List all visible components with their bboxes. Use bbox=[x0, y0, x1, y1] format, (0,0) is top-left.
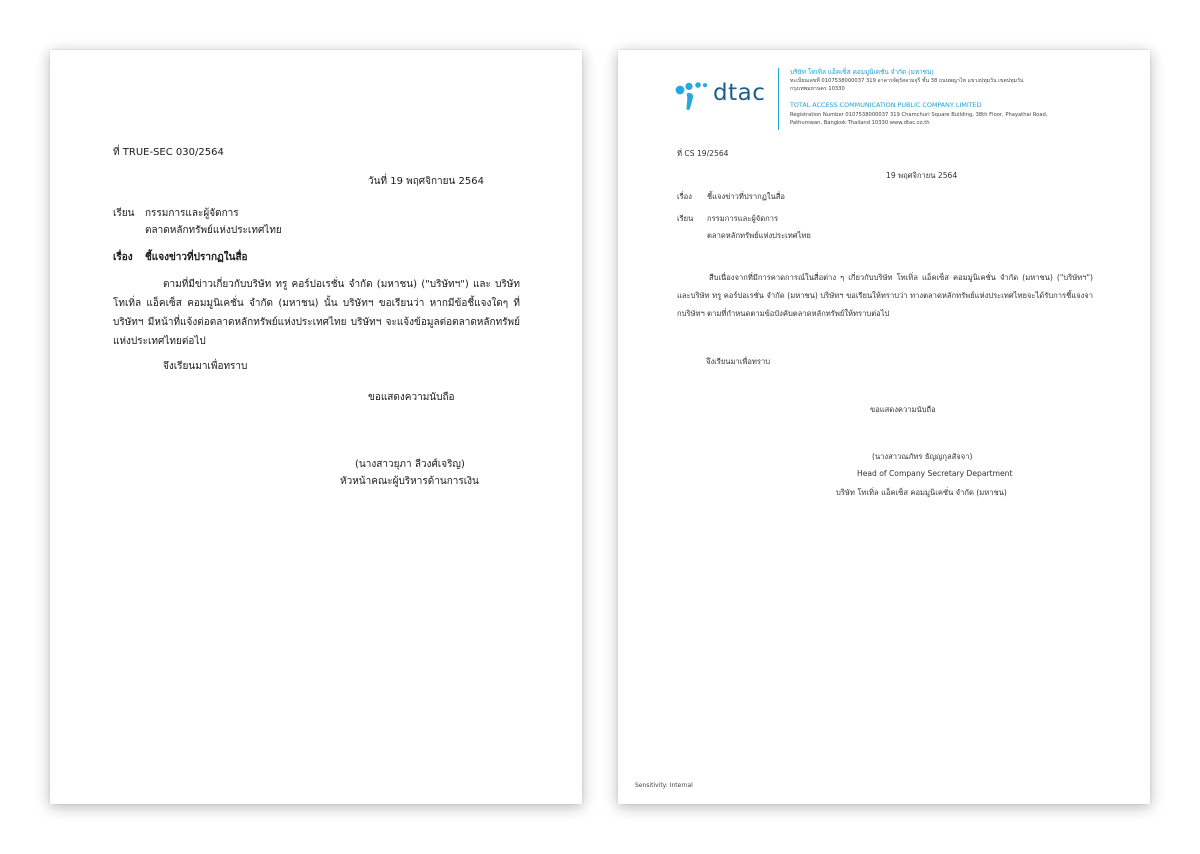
letterhead-th-address-2: กรุงเทพมหานคร 10330 bbox=[790, 86, 845, 92]
letter-page-true bbox=[50, 50, 582, 804]
letter-body: ตามที่มีข่าวเกี่ยวกับบริษัท ทรู คอร์ปอเรชั่น จำกัด (มหาชน) ("บริษัทฯ") และ บริษัท โทเทิ่ล แอ็คเซ็ส คอมมูนิเคชั่น จำกัด (มหาชน) นั้น บริษัทฯ ขอเรียนว่า หากมีข้อชี้แจงใดๆ ที่บริษัทฯ มีหน้าที่แจ้งต่อตลาดหลักทรัพย์แห่งประเทศไทย บริษัทฯ จะแจ้งข้อมูลต่อตลาดหลักทรัพย์แห่งประเทศไทยต่อไป bbox=[113, 279, 520, 347]
recipient-line-1: กรรมการและผู้จัดการ bbox=[145, 208, 239, 219]
recipient-label: เรียน bbox=[113, 208, 135, 219]
closing-note: จึงเรียนมาเพื่อทราบ bbox=[706, 357, 771, 366]
recipient-line-2: ตลาดหลักทรัพย์แห่งประเทศไทย bbox=[145, 225, 282, 236]
letter-page-dtac bbox=[618, 50, 1150, 804]
letterhead-en-address-2: Pathumwan, Bangkok Thailand 10330 www.dtac.co.th bbox=[790, 120, 930, 126]
regards: ขอแสดงความนับถือ bbox=[368, 392, 455, 403]
subject-text: ชี้แจงข่าวที่ปรากฏในสื่อ bbox=[707, 192, 785, 201]
sensitivity-label: Sensitivity: Internal bbox=[635, 782, 693, 789]
subject-label: เรื่อง bbox=[677, 192, 692, 201]
closing-note: จึงเรียนมาเพื่อทราบ bbox=[163, 361, 248, 372]
signer-title: หัวหน้าคณะผู้บริหารด้านการเงิน bbox=[340, 476, 479, 487]
letter-date: 19 พฤศจิกายน 2564 bbox=[886, 171, 958, 180]
reference-number: ที่ TRUE-SEC 030/2564 bbox=[113, 147, 224, 158]
reference-number: ที่ CS 19/2564 bbox=[677, 149, 729, 158]
dtac-logo-icon bbox=[674, 81, 710, 111]
signer-company: บริษัท โทเทิ่ล แอ็คเซ็ส คอมมูนิเคชั่น จำกัด (มหาชน) bbox=[836, 488, 1007, 497]
signer-name: (นางสาวยุภา ลีวงศ์เจริญ) bbox=[355, 459, 465, 470]
subject-label: เรื่อง bbox=[113, 252, 133, 263]
letterhead-th-address-1: ทะเบียนเลขที่ 0107538000037 319 อาคารจัตุรัสจามจุรี ชั้น 38 ถนนพญาไท แขวงปทุมวัน เขตปทุมวัน bbox=[790, 78, 1024, 84]
letterhead-en-address-1: Registration Number 0107538000037 319 Chamchuri Square Building, 38th Floor, Phayathai Road, bbox=[790, 112, 1048, 118]
letterhead-th-company: บริษัท โทเทิ่ล แอ็คเซ็ส คอมมูนิเคชั่น จำกัด (มหาชน) bbox=[790, 68, 934, 76]
letterhead-divider bbox=[778, 68, 779, 130]
recipient-line-1: กรรมการและผู้จัดการ bbox=[707, 214, 779, 223]
recipient-line-2: ตลาดหลักทรัพย์แห่งประเทศไทย bbox=[707, 231, 811, 240]
letterhead-en-company: TOTAL ACCESS COMMUNICATION PUBLIC COMPANY LIMITED bbox=[790, 101, 982, 109]
letter-date: วันที่ 19 พฤศจิกายน 2564 bbox=[368, 176, 484, 187]
letter-body: สืบเนื่องจากที่มีการคาดการณ์ในสื่อต่าง ๆ เกี่ยวกับบริษัท โทเทิ่ล แอ็คเซ็ส คอมมูนิเคชั่น จำกัด (มหาชน) ("บริษัทฯ") และบริษัท ทรู คอร์ปอเรชั่น จำกัด (มหาชน) บริษัทฯ ขอเรียนให้ทราบว่า ทางตลาดหลักทรัพย์แห่งประเทศไทยจะได้รับการชี้แจงจากบริษัทฯ ตามที่กำหนดตามข้อบังคับตลาดหลักทรัพย์ให้ทราบต่อไป bbox=[677, 273, 1093, 318]
signer-title: Head of Company Secretary Department bbox=[857, 469, 1013, 478]
signer-name: (นางสาวณภัทร ธัญญกุลสัจจา) bbox=[872, 452, 973, 461]
regards: ขอแสดงความนับถือ bbox=[870, 405, 936, 414]
dtac-logo-text: dtac bbox=[713, 80, 766, 106]
subject-text: ชี้แจงข่าวที่ปรากฏในสื่อ bbox=[145, 252, 248, 263]
recipient-label: เรียน bbox=[677, 214, 694, 223]
